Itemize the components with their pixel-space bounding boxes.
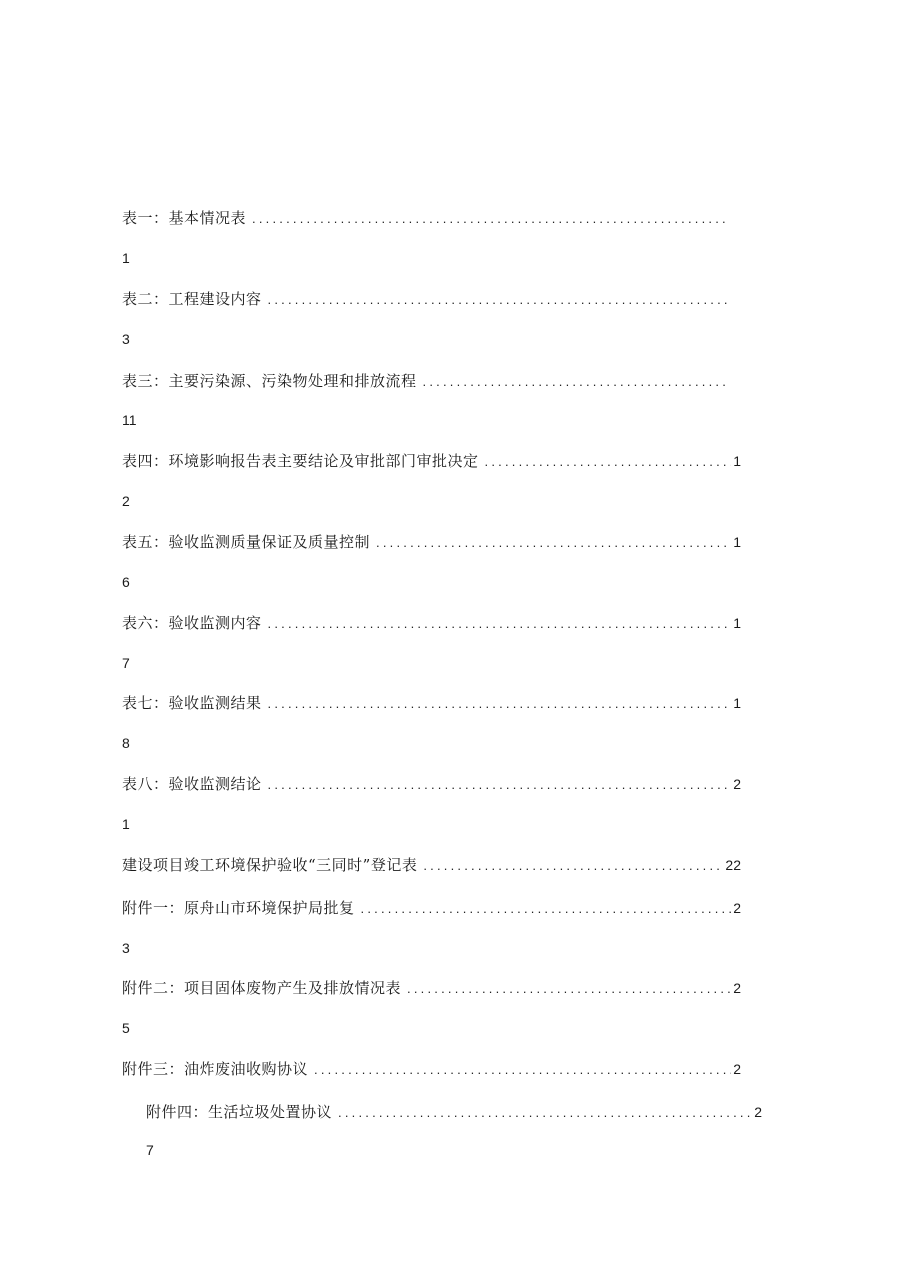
toc-entry-title: 附件二：项目固体废物产生及排放情况表 bbox=[122, 979, 402, 997]
toc-entry-page: 1 bbox=[733, 615, 741, 631]
toc-dot-leader bbox=[314, 1058, 731, 1082]
toc-entry-title: 表五：验收监测质量保证及质量控制 bbox=[122, 533, 371, 551]
toc-entry-title: 表四：环境影响报告表主要结论及审批部门审批决定 bbox=[122, 452, 479, 470]
toc-dot-leader bbox=[268, 692, 732, 716]
toc-entry-title: 表三：主要污染源、污染物处理和排放流程 bbox=[122, 372, 417, 390]
toc-entry-page-wrap: 1 bbox=[122, 816, 130, 832]
toc-entry-title: 表七：验收监测结果 bbox=[122, 694, 262, 712]
toc-entry-page: 2 bbox=[754, 1104, 762, 1120]
toc-entry bbox=[122, 530, 741, 554]
toc-entry-page: 1 bbox=[733, 534, 741, 550]
toc-entry bbox=[122, 1057, 741, 1081]
toc-entry-page-wrap: 7 bbox=[146, 1142, 154, 1158]
toc-entry-title: 表二：工程建设内容 bbox=[122, 290, 262, 308]
toc-entry-page-wrap: 2 bbox=[122, 493, 130, 509]
toc-dot-leader bbox=[268, 288, 728, 312]
toc-entry-page: 1 bbox=[733, 453, 741, 469]
toc-entry-page-wrap: 1 bbox=[122, 250, 130, 266]
toc-entry-page: 1 bbox=[733, 695, 741, 711]
toc-dot-leader bbox=[252, 207, 728, 231]
toc-entry bbox=[122, 449, 741, 473]
toc-entry bbox=[122, 691, 741, 715]
toc-entry-page: 2 bbox=[733, 1061, 741, 1077]
toc-entry-page-wrap: 11 bbox=[122, 412, 137, 428]
toc-entry-title: 表八：验收监测结论 bbox=[122, 775, 262, 793]
toc-dot-leader bbox=[485, 450, 732, 474]
toc-entry bbox=[122, 896, 741, 920]
toc-dot-leader bbox=[423, 370, 728, 394]
toc-entry-page-wrap: 7 bbox=[122, 655, 130, 671]
toc-entry bbox=[146, 1100, 762, 1124]
toc-entry bbox=[122, 976, 741, 1000]
toc-entry-title: 附件三：油炸废油收购协议 bbox=[122, 1060, 309, 1078]
toc-entry-title: 附件四：生活垃圾处置协议 bbox=[146, 1103, 333, 1121]
toc-dot-leader bbox=[268, 612, 732, 636]
toc-entry-page: 2 bbox=[733, 980, 741, 996]
toc-entry bbox=[122, 772, 741, 796]
toc-entry-title: 表六：验收监测内容 bbox=[122, 614, 262, 632]
toc-entry-title: 附件一：原舟山市环境保护局批复 bbox=[122, 899, 355, 917]
toc-entry-page-wrap: 6 bbox=[122, 574, 130, 590]
toc-dot-leader bbox=[407, 977, 731, 1001]
toc-entry-page: 2 bbox=[733, 776, 741, 792]
toc-entry-page-wrap: 8 bbox=[122, 735, 130, 751]
toc-entry-page: 2 bbox=[733, 900, 741, 916]
toc-entry-page-wrap: 5 bbox=[122, 1020, 130, 1036]
toc-dot-leader bbox=[268, 773, 732, 797]
toc-entry bbox=[122, 853, 741, 877]
toc-entry bbox=[122, 206, 730, 230]
toc-dot-leader bbox=[361, 897, 732, 921]
toc-dot-leader bbox=[376, 531, 731, 555]
toc-dot-leader bbox=[338, 1101, 752, 1125]
toc-entry-page-wrap: 3 bbox=[122, 331, 130, 347]
toc-entry-page-wrap: 3 bbox=[122, 940, 130, 956]
toc-entry-page: 22 bbox=[725, 857, 741, 873]
toc-entry bbox=[122, 369, 730, 393]
toc-entry-title: 建设项目竣工环境保护验收“三同时”登记表 bbox=[122, 856, 418, 874]
toc-entry bbox=[122, 287, 730, 311]
toc-dot-leader bbox=[423, 854, 723, 878]
toc-entry bbox=[122, 611, 741, 635]
toc-entry-title: 表一：基本情况表 bbox=[122, 209, 247, 227]
